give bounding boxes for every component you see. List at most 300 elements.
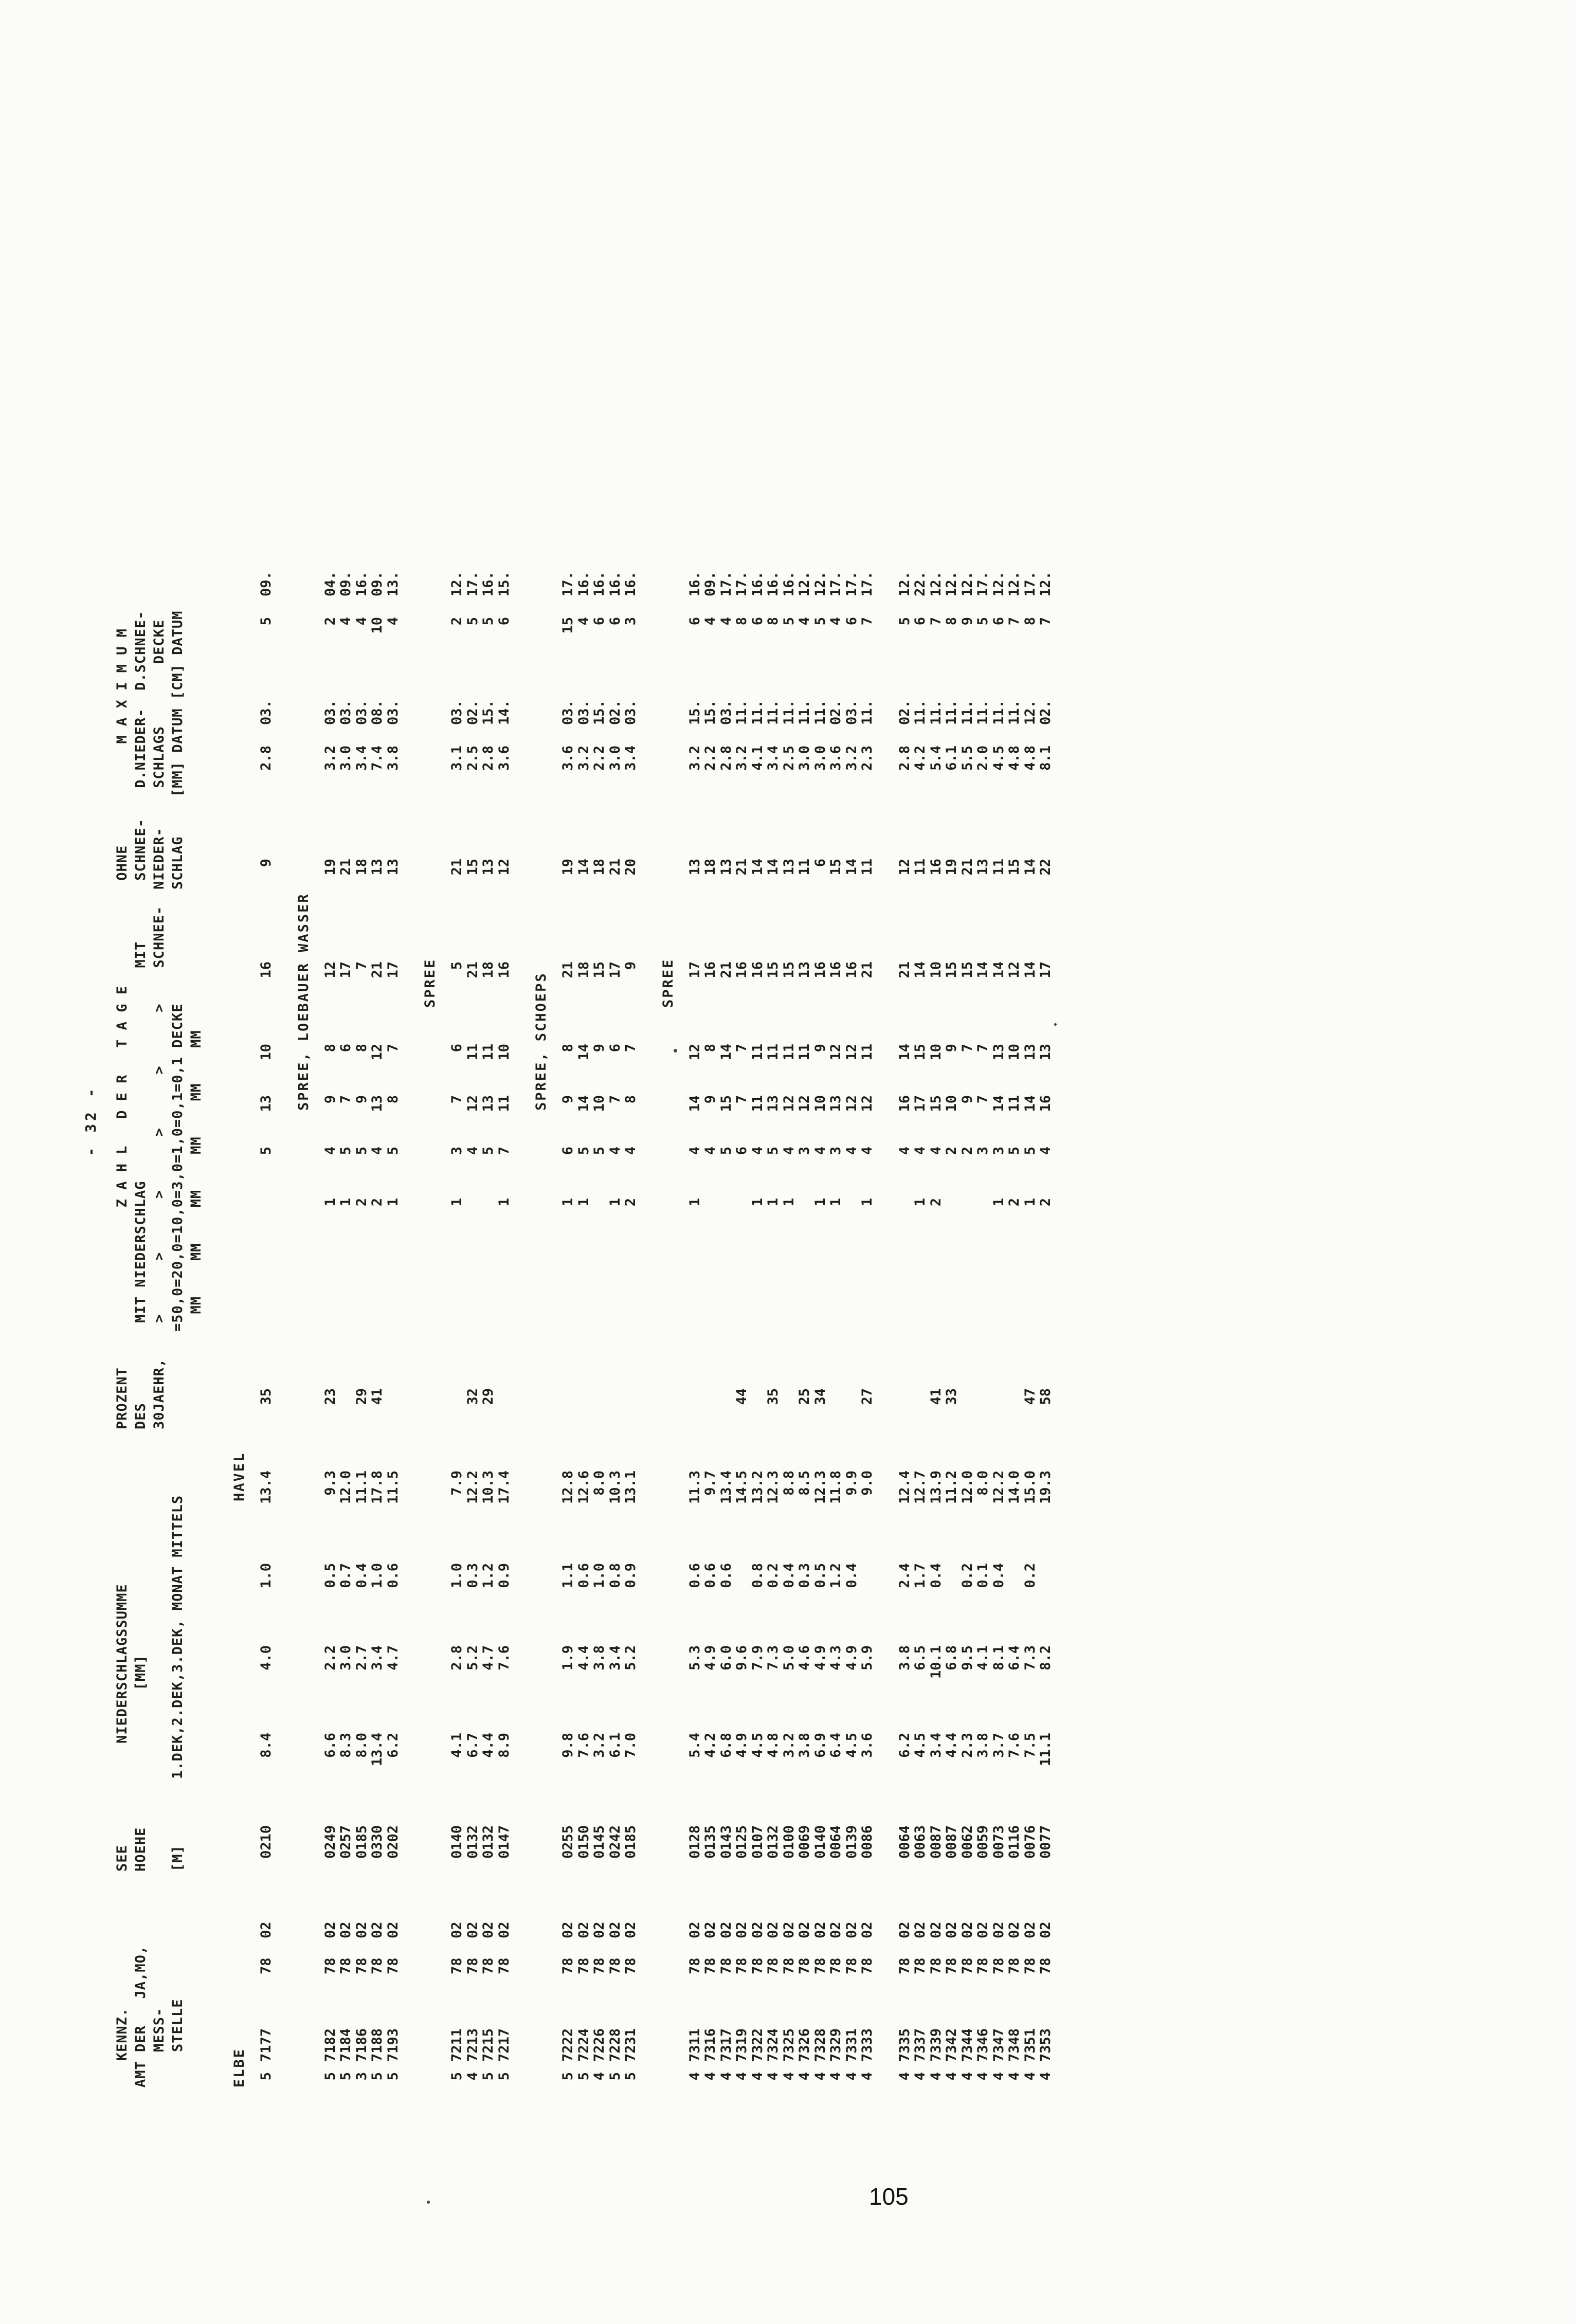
table-cell: 4 (828, 617, 844, 626)
table-cell: 0100 (781, 1825, 797, 1859)
table-cell: 78 (369, 1957, 385, 1974)
table-cell: 7322 (749, 2028, 766, 2062)
table-cell: 11.3 (686, 1470, 703, 1504)
table-cell: 7231 (623, 2028, 639, 2062)
table-cell: 10 (369, 617, 385, 634)
table-cell: 6 (734, 1147, 750, 1155)
table-cell: 8 (944, 617, 959, 626)
table-cell: 3.7 (990, 1733, 1007, 1758)
table-cell: 2 (369, 1198, 385, 1207)
table-cell: 7184 (338, 2028, 354, 2062)
table-cell: 5 (258, 2072, 274, 2081)
table-cell: 7316 (702, 2028, 718, 2062)
table-cell: 3.0 (338, 746, 354, 771)
table-row (959, 154, 974, 2087)
table-cell: 4.9 (734, 1733, 750, 1758)
table-cell: 21 (369, 961, 385, 978)
table-cell: 3.0 (812, 746, 828, 771)
table-cell: 7324 (765, 2028, 781, 2062)
table-cell: 16 (928, 859, 944, 876)
table-cell: 12 (1006, 961, 1022, 978)
table-cell: 02 (749, 1921, 766, 1938)
table-cell: 3.8 (385, 746, 401, 771)
table-cell: 4 (607, 1147, 623, 1155)
table-cell: 12.3 (812, 1470, 828, 1504)
table-cell: 8 (765, 617, 781, 626)
table-cell: 11 (480, 1044, 496, 1061)
table-cell: 6.1 (944, 746, 959, 771)
table-cell: 12. (1022, 700, 1038, 725)
table-cell: 12 (843, 1095, 860, 1112)
table-cell: 17 (385, 961, 401, 978)
table-cell: 12 (859, 1095, 875, 1112)
table-cell: 4 (896, 1147, 913, 1155)
table-cell: 02 (912, 1921, 928, 1938)
table-row (449, 154, 463, 2087)
table-cell: 9.7 (702, 1470, 718, 1496)
table-cell: 17 (912, 1095, 928, 1112)
table-cell: 0.1 (975, 1563, 991, 1588)
table-cell: 4 (575, 617, 592, 626)
table-cell: 4 (686, 1147, 703, 1155)
table-cell: 0242 (607, 1825, 623, 1859)
table-cell: 7337 (912, 2028, 928, 2062)
table-cell: 9 (560, 1095, 576, 1104)
table-cell: 6 (843, 617, 860, 626)
table-cell: 4.0 (258, 1645, 274, 1671)
table-cell: 15 (560, 617, 576, 634)
table-row (465, 154, 479, 2087)
table-cell: 9 (591, 1044, 607, 1052)
table-cell: 4 (859, 1147, 875, 1155)
table-cell: 02 (385, 1921, 401, 1938)
table-cell: 3.8 (591, 1645, 607, 1671)
table-cell: 11. (781, 700, 797, 725)
table-cell: 13 (369, 1095, 385, 1112)
table-cell: 6.4 (1006, 1645, 1022, 1671)
table-cell: 41 (928, 1388, 944, 1405)
table-cell: 02 (796, 1921, 812, 1938)
table-cell: 7335 (896, 2028, 913, 2062)
table-cell: 7193 (385, 2028, 401, 2062)
table-cell: 7 (353, 961, 370, 970)
table-cell: 4 (1038, 1147, 1054, 1155)
table-cell: 10 (928, 1044, 944, 1061)
table-cell: 78 (385, 1957, 401, 1974)
table-cell: 2.3 (959, 1733, 975, 1758)
table-cell: 12.8 (560, 1470, 576, 1504)
table-cell: 3.6 (859, 1733, 875, 1758)
table-cell: 14 (975, 961, 991, 978)
table-cell: 7 (496, 1147, 512, 1155)
table-cell: 7.3 (1022, 1645, 1038, 1671)
table-cell: 0.6 (385, 1563, 401, 1588)
table-cell: 4 (975, 2072, 991, 2081)
table-cell: 02. (1038, 700, 1054, 725)
table-cell: 0145 (591, 1825, 607, 1859)
table-cell: 3.1 (449, 746, 465, 771)
table-cell: 6 (496, 617, 512, 626)
table-cell: 10 (496, 1044, 512, 1061)
table-cell: 02 (464, 1921, 481, 1938)
table-cell: 1 (912, 1198, 928, 1207)
table-cell: 17 (607, 961, 623, 978)
table-cell: 12 (322, 961, 338, 978)
table-cell: 1.0 (369, 1563, 385, 1588)
table-cell: 02 (1022, 1921, 1038, 1938)
table-cell: 11.2 (944, 1470, 959, 1504)
table-cell: 17. (975, 571, 991, 596)
table-cell: 18 (353, 859, 370, 876)
running-title: - 32 - (82, 1085, 99, 1156)
table-cell: 5 (338, 2072, 354, 2081)
table-cell: 4 (464, 1147, 481, 1155)
table-cell: 78 (449, 1957, 465, 1974)
table-cell: 14.5 (734, 1470, 750, 1504)
table-cell: 6 (686, 617, 703, 626)
table-cell: 12 (843, 1044, 860, 1061)
table-cell: 78 (1006, 1957, 1022, 1974)
table-cell: 3.8 (796, 1733, 812, 1758)
table-cell: 02. (828, 700, 844, 725)
table-cell: 2.2 (591, 746, 607, 771)
table-row (496, 154, 511, 2087)
table-cell: 0249 (322, 1825, 338, 1859)
table-cell: 8 (623, 1095, 639, 1104)
table-cell: 02 (353, 1921, 370, 1938)
table-cell: 14 (575, 1044, 592, 1061)
table-cell: 9 (322, 1095, 338, 1104)
table-cell: 16 (258, 961, 274, 978)
table-cell: 0150 (575, 1825, 592, 1859)
table-cell: 4 (912, 1147, 928, 1155)
table-cell: 02 (781, 1921, 797, 1938)
table-cell: 7222 (560, 2028, 576, 2062)
table-cell: 16. (781, 571, 797, 596)
table-cell: 4.7 (480, 1645, 496, 1671)
table-cell: 78 (944, 1957, 959, 1974)
table-cell: 1 (686, 1198, 703, 1207)
table-cell: 02 (1038, 1921, 1054, 1938)
table-cell: 7 (1038, 617, 1054, 626)
table-row (781, 154, 795, 2087)
table-cell: 7228 (607, 2028, 623, 2062)
table-cell: 4 (734, 2072, 750, 2081)
table-cell: 0.3 (796, 1563, 812, 1588)
table-cell: 3.2 (843, 746, 860, 771)
table-cell: 0.3 (464, 1563, 481, 1588)
table-cell: 4 (1022, 2072, 1038, 2081)
table-cell: 8 (702, 1044, 718, 1052)
table-cell: 9.0 (859, 1470, 875, 1496)
table-cell: 12 (686, 1044, 703, 1061)
header-elevation: SEE HOEHE [M] (114, 1827, 186, 1872)
table-cell: 1.7 (912, 1563, 928, 1588)
table-cell: 11 (859, 1044, 875, 1061)
table-cell: 2.8 (258, 746, 274, 771)
table-cell: 7213 (464, 2028, 481, 2062)
table-cell: 5 (258, 617, 274, 626)
table-cell: 02 (496, 1921, 512, 1938)
table-cell: 4.8 (1022, 746, 1038, 771)
table-cell: 02 (718, 1921, 734, 1938)
table-cell: 5 (896, 617, 913, 626)
basin-label: SPREE, LOEBAUER WASSER (295, 893, 312, 1111)
table-cell: 6 (560, 1147, 576, 1155)
table-cell: 78 (843, 1957, 860, 1974)
table-cell: 12 (496, 859, 512, 876)
table-cell: 18 (480, 961, 496, 978)
table-cell: 2 (944, 1147, 959, 1155)
table-cell: 02 (944, 1921, 959, 1938)
table-cell: 19 (560, 859, 576, 876)
table-row (734, 154, 748, 2087)
table-cell: 78 (607, 1957, 623, 1974)
table-cell: 4 (843, 1147, 860, 1155)
table-cell: 0147 (496, 1825, 512, 1859)
table-cell: 11 (496, 1095, 512, 1112)
scan-speck (427, 2201, 430, 2204)
table-cell: 33 (944, 1388, 959, 1405)
table-cell: 2.3 (859, 746, 875, 771)
table-cell: 17. (560, 571, 576, 596)
table-cell: 5.0 (781, 1645, 797, 1671)
table-cell: 78 (912, 1957, 928, 1974)
page-number: 105 (869, 2183, 909, 2210)
table-cell: 18 (575, 961, 592, 978)
table-cell: 6.6 (322, 1733, 338, 1758)
table-cell: 6 (607, 1044, 623, 1052)
table-cell: 3 (990, 1147, 1007, 1155)
table-cell: 0064 (896, 1825, 913, 1859)
table-cell: 21 (959, 859, 975, 876)
table-cell: 13 (796, 961, 812, 978)
table-cell: 02 (702, 1921, 718, 1938)
table-cell: 32 (464, 1388, 481, 1405)
table-cell: 03. (575, 700, 592, 725)
table-cell: 14 (912, 961, 928, 978)
table-cell: 7325 (781, 2028, 797, 2062)
table-cell: 16 (828, 961, 844, 978)
table-cell: 78 (1038, 1957, 1054, 1974)
table-cell: 78 (1022, 1957, 1038, 1974)
table-cell: 02 (322, 1921, 338, 1938)
table-cell: 10 (928, 961, 944, 978)
table-row (975, 154, 989, 2087)
table-cell: 04. (322, 571, 338, 596)
table-cell: 6 (990, 617, 1007, 626)
table-cell: 13.2 (749, 1470, 766, 1504)
table-cell: 11 (796, 1044, 812, 1061)
table-cell: 7 (449, 1095, 465, 1104)
table-cell: 10.1 (928, 1645, 944, 1679)
table-cell: 15 (781, 961, 797, 978)
table-cell: 0140 (449, 1825, 465, 1859)
table-cell: 4 (781, 2072, 797, 2081)
table-cell: 47 (1022, 1388, 1038, 1405)
table-cell: 78 (623, 1957, 639, 1974)
table-cell: 03. (353, 700, 370, 725)
table-cell: 02 (959, 1921, 975, 1938)
table-cell: 5 (385, 1147, 401, 1155)
table-cell: 21 (859, 961, 875, 978)
table-cell: 22. (912, 571, 928, 596)
table-cell: 3 (449, 1147, 465, 1155)
table-cell: 13 (1022, 1044, 1038, 1061)
table-cell: 13 (718, 859, 734, 876)
table-cell: 7182 (322, 2028, 338, 2062)
table-cell: 16 (734, 961, 750, 978)
header-maximum: M A X I M U M D.NIEDER- D.SCHNEE- SCHLAGS DECKE [MM] DATUM [CM] DATUM (114, 610, 186, 797)
table-cell: 7.6 (496, 1645, 512, 1671)
table-cell: 5 (385, 2072, 401, 2081)
table-cell: 0.6 (686, 1563, 703, 1588)
table-cell: 11. (1006, 700, 1022, 725)
table-cell: 12 (896, 859, 913, 876)
table-cell: 13.9 (928, 1470, 944, 1504)
table-cell: 78 (686, 1957, 703, 1974)
table-cell: 4.4 (575, 1645, 592, 1671)
table-row (812, 154, 827, 2087)
table-cell: 8.3 (338, 1733, 354, 1758)
table-cell: 0139 (843, 1825, 860, 1859)
table-cell: 5 (449, 2072, 465, 2081)
table-cell: 7 (734, 1044, 750, 1052)
table-cell: 19 (322, 859, 338, 876)
table-row (859, 154, 874, 2087)
table-cell: 1 (496, 1198, 512, 1207)
table-cell: 78 (928, 1957, 944, 1974)
table-cell: 02 (828, 1921, 844, 1938)
table-cell: 13 (480, 1095, 496, 1112)
table-cell: 02 (575, 1921, 592, 1938)
table-cell: 8.9 (496, 1733, 512, 1758)
table-cell: 5 (353, 1147, 370, 1155)
table-cell: 15 (828, 859, 844, 876)
table-cell: 4 (796, 617, 812, 626)
table-cell: 2.8 (718, 746, 734, 771)
table-cell: 02 (928, 1921, 944, 1938)
table-cell: 8 (734, 617, 750, 626)
table-cell: 2.5 (781, 746, 797, 771)
table-cell: 0.9 (496, 1563, 512, 1588)
table-cell: 2.7 (353, 1645, 370, 1671)
table-cell: 16. (607, 571, 623, 596)
table-cell: 0.5 (322, 1563, 338, 1588)
table-cell: 2.2 (702, 746, 718, 771)
table-cell: 0087 (928, 1825, 944, 1859)
table-cell: 78 (781, 1957, 797, 1974)
table-cell: 15 (928, 1095, 944, 1112)
table-cell: 9 (812, 1044, 828, 1052)
table-cell: 5 (718, 1147, 734, 1155)
table-cell: 6.7 (464, 1733, 481, 1758)
table-cell: 7331 (843, 2028, 860, 2062)
table-cell: 19 (944, 859, 959, 876)
table-cell: 09. (369, 571, 385, 596)
table-cell: 1.2 (480, 1563, 496, 1588)
table-cell: 5.3 (686, 1645, 703, 1671)
table-cell: 03. (718, 700, 734, 725)
table-cell: 4.5 (749, 1733, 766, 1758)
table-cell: 1 (1022, 1198, 1038, 1207)
table-cell: 0.6 (575, 1563, 592, 1588)
table-cell: 3.6 (560, 746, 576, 771)
table-cell: 4.2 (702, 1733, 718, 1758)
table-cell: 02 (338, 1921, 354, 1938)
table-cell: 6 (591, 617, 607, 626)
table-cell: 4 (944, 2072, 959, 2081)
basin-label: SPREE (660, 958, 676, 1008)
table-cell: 0128 (686, 1825, 703, 1859)
table-cell: 4 (812, 2072, 828, 2081)
basin-label: SPREE (422, 958, 438, 1008)
table-row (560, 154, 574, 2087)
table-cell: 7329 (828, 2028, 844, 2062)
table-cell: 11 (1006, 1095, 1022, 1112)
table-cell: 7226 (591, 2028, 607, 2062)
table-cell: 35 (765, 1388, 781, 1405)
table-cell: 03. (449, 700, 465, 725)
table-cell: 7186 (353, 2028, 370, 2062)
table-cell: 2 (623, 1198, 639, 1207)
table-cell: 2 (1006, 1198, 1022, 1207)
table-cell: 02 (812, 1921, 828, 1938)
table-cell: 0132 (464, 1825, 481, 1859)
table-cell: 16 (896, 1095, 913, 1112)
table-cell: 14 (765, 859, 781, 876)
table-cell: 3 (828, 1147, 844, 1155)
table-cell: 0135 (702, 1825, 718, 1859)
table-cell: 13 (369, 859, 385, 876)
table-cell: 12.7 (912, 1470, 928, 1504)
table-cell: 7348 (1006, 2028, 1022, 2062)
table-cell: 6 (338, 1044, 354, 1052)
table-cell: 08. (369, 700, 385, 725)
table-cell: 0.9 (623, 1563, 639, 1588)
table-cell: 8.4 (258, 1733, 274, 1758)
table-cell: 15 (944, 961, 959, 978)
table-cell: 0140 (812, 1825, 828, 1859)
header-station: KENNZ. AMT DER JA,MO, MESS- STELLE (114, 1945, 186, 2087)
table-cell: 0185 (623, 1825, 639, 1859)
table-cell: 0.7 (338, 1563, 354, 1588)
table-cell: 9 (623, 961, 639, 970)
table-cell: 4 (623, 1147, 639, 1155)
table-cell: 2 (322, 617, 338, 626)
table-cell: 12. (449, 571, 465, 596)
table-cell: 0076 (1022, 1825, 1038, 1859)
table-cell: 11. (975, 700, 991, 725)
table-cell: 3.0 (607, 746, 623, 771)
table-cell: 0062 (959, 1825, 975, 1859)
rotated-printout (82, 123, 1419, 2087)
table-cell: 0107 (749, 1825, 766, 1859)
table-cell: 2 (449, 617, 465, 626)
table-cell: 02 (258, 1921, 274, 1938)
table-cell: 3 (975, 1147, 991, 1155)
table-row (607, 154, 622, 2087)
table-cell: 78 (896, 1957, 913, 1974)
table-cell: 44 (734, 1388, 750, 1405)
table-cell: 1 (828, 1198, 844, 1207)
table-cell: 5.4 (686, 1733, 703, 1758)
table-cell: 6.2 (896, 1733, 913, 1758)
table-cell: 5 (464, 617, 481, 626)
table-cell: 4 (928, 2072, 944, 2081)
table-cell: 58 (1038, 1388, 1054, 1405)
table-cell: 10 (812, 1095, 828, 1112)
